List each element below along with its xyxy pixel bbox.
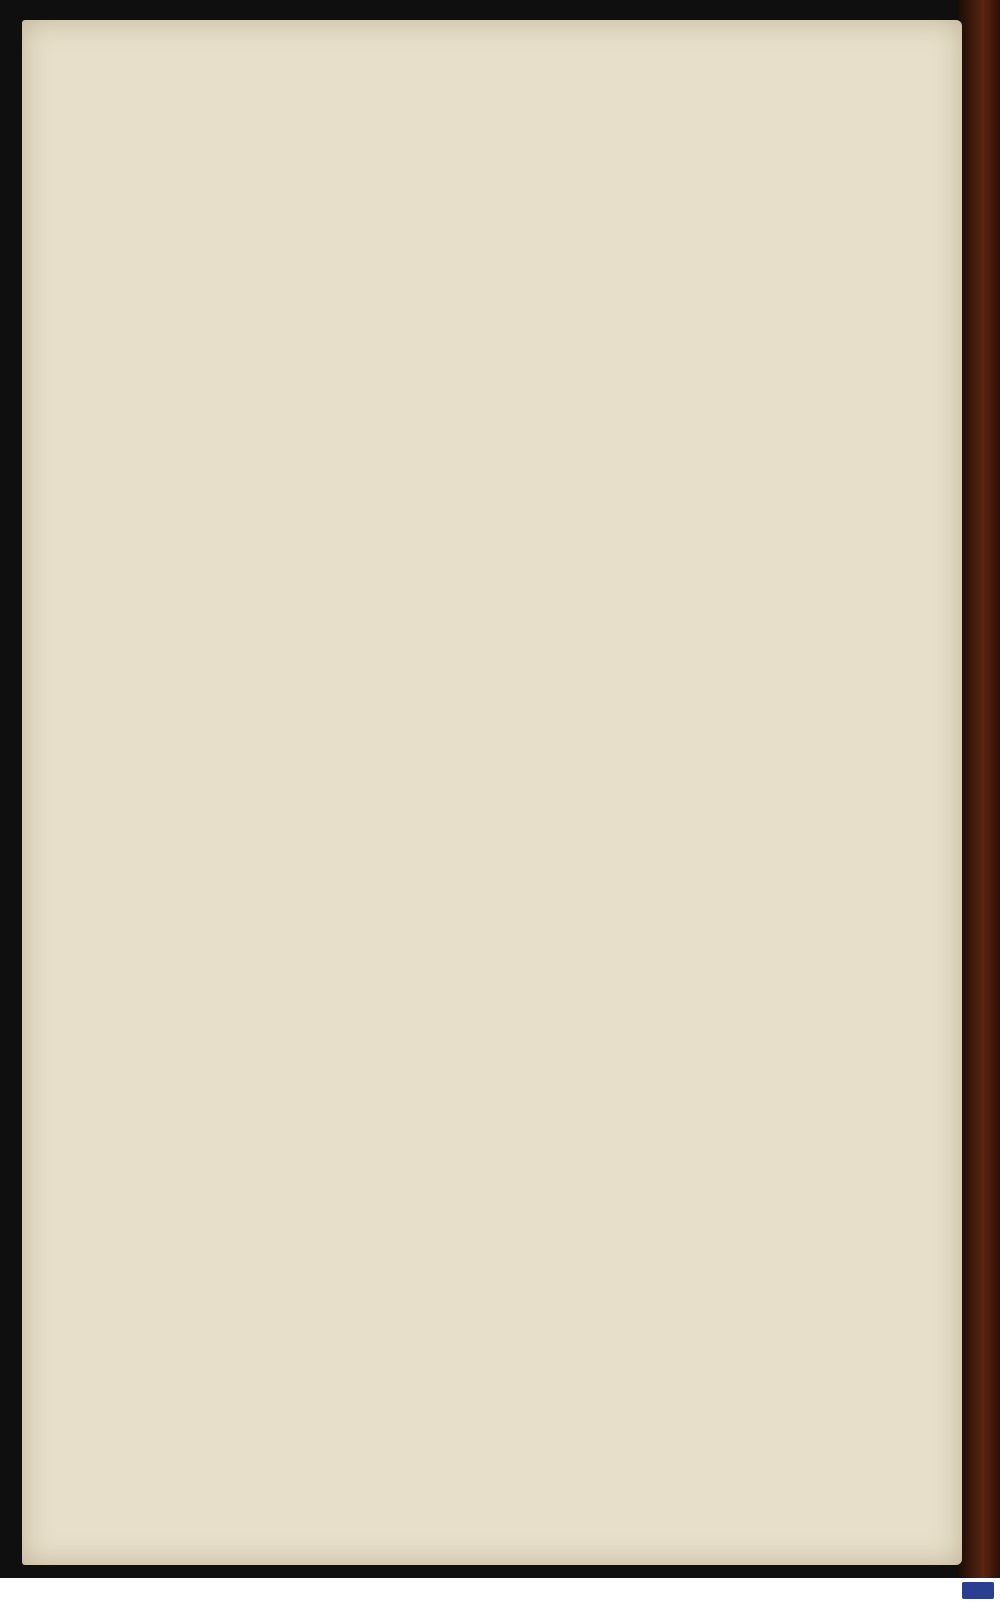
dfg-logo-icon (962, 1582, 994, 1599)
book-page (22, 20, 962, 1565)
footer-bar (0, 1578, 1000, 1604)
book-binding-edge (958, 0, 1000, 1578)
